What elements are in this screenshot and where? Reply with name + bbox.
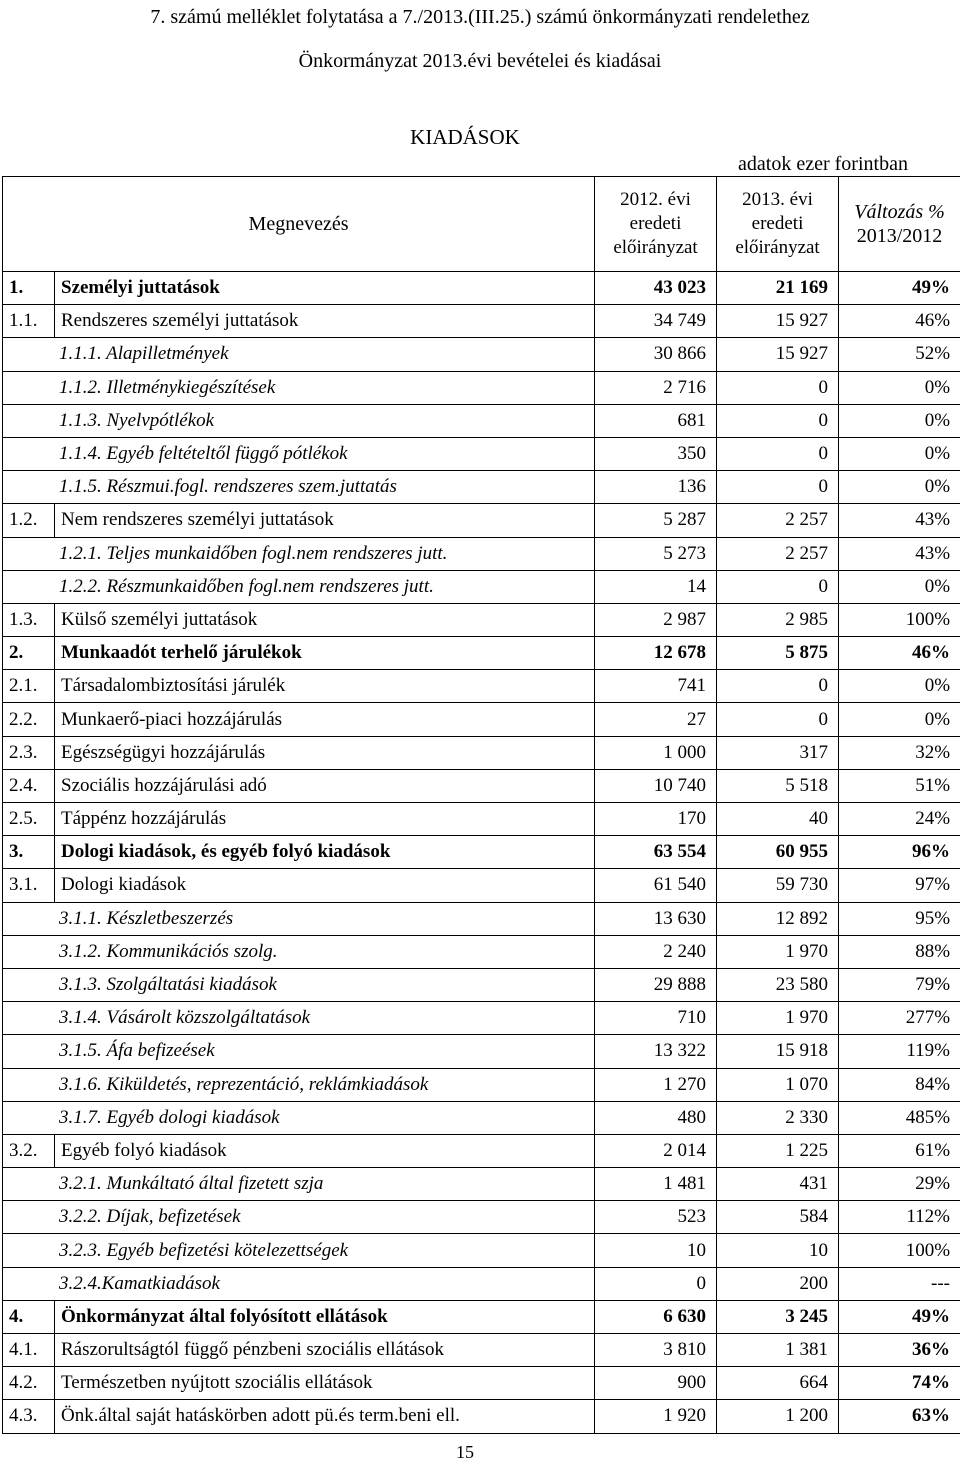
row-name: Önk.által saját hatáskörben adott pü.és term.beni ell. [55,1400,595,1433]
table-row [3,603,960,636]
row-name: 1.2.2. Részmunkaidőben fogl.nem rendszeres jutt. [3,570,595,603]
row-value-2012: 34 749 [595,305,717,338]
row-value-2013: 1 225 [717,1134,839,1167]
row-code: 1.1. [3,305,55,338]
row-change: 119% [839,1035,960,1068]
row-change: 36% [839,1334,960,1367]
row-name: Társadalombiztosítási járulék [55,670,595,703]
row-change: 95% [839,902,960,935]
row-value-2013: 59 730 [717,869,839,902]
header-2012-line1: 2012. évi [595,188,716,212]
row-change: 43% [839,537,960,570]
row-value-2013: 1 070 [717,1068,839,1101]
row-change: 49% [839,1300,960,1333]
header-2013-line3: előirányzat [717,236,838,260]
header-change-line2: 2013/2012 [839,224,960,248]
row-code: 4.1. [3,1334,55,1367]
row-name: 3.1.3. Szolgáltatási kiadások [3,968,595,1001]
row-code: 1.3. [3,603,55,636]
row-name: 1.1.5. Részmui.fogl. rendszeres szem.juttatás [3,471,595,504]
table-row [3,1002,960,1035]
row-name: Rászorultságtól függő pénzbeni szociális ellátások [55,1334,595,1367]
page-number: 15 [0,1440,930,1464]
row-value-2012: 3 810 [595,1334,717,1367]
row-value-2013: 2 985 [717,603,839,636]
header-2013-line1: 2013. évi [717,188,838,212]
row-name: 3.1.6. Kiküldetés, reprezentáció, reklámkiadások [3,1068,595,1101]
table-row [3,471,960,504]
row-change: 74% [839,1367,960,1400]
row-value-2012: 1 481 [595,1168,717,1201]
row-value-2013: 1 381 [717,1334,839,1367]
table-row [3,1101,960,1134]
row-value-2012: 900 [595,1367,717,1400]
row-value-2013: 40 [717,803,839,836]
row-change: 96% [839,836,960,869]
row-value-2012: 13 630 [595,902,717,935]
row-name: 3.1.2. Kommunikációs szolg. [3,935,595,968]
row-name: Rendszeres személyi juttatások [55,305,595,338]
row-name: 1.2.1. Teljes munkaidőben fogl.nem rendszeres jutt. [3,537,595,570]
unit-note: adatok ezer forintban [686,148,960,180]
row-value-2012: 5 287 [595,504,717,537]
row-name: Önkormányzat által folyósított ellátások [55,1300,595,1333]
row-value-2013: 12 892 [717,902,839,935]
table-row [3,1134,960,1167]
row-value-2012: 13 322 [595,1035,717,1068]
row-value-2012: 10 [595,1234,717,1267]
header-2012 [595,177,717,272]
row-name: Külső személyi juttatások [55,603,595,636]
table-row [3,1334,960,1367]
header-name: Megnevezés [3,177,595,272]
table-row [3,670,960,703]
row-value-2013: 0 [717,404,839,437]
table-row [3,570,960,603]
table-row [3,935,960,968]
document-title: 7. számú melléklet folytatása a 7./2013.(III.25.) számú önkormányzati rendelethez [0,0,960,34]
row-value-2013: 3 245 [717,1300,839,1333]
table-row [3,736,960,769]
row-value-2012: 170 [595,803,717,836]
row-value-2012: 710 [595,1002,717,1035]
header-2012-line2: eredeti [595,212,716,236]
row-code: 2.2. [3,703,55,736]
row-value-2013: 200 [717,1267,839,1300]
row-value-2012: 1 000 [595,736,717,769]
table-row [3,404,960,437]
header-2013-line2: eredeti [717,212,838,236]
row-name: Dologi kiadások [55,869,595,902]
row-change: 0% [839,404,960,437]
row-change: 100% [839,1234,960,1267]
header-2012-line3: előirányzat [595,236,716,260]
table-row [3,437,960,470]
row-value-2012: 1 920 [595,1400,717,1433]
table-row [3,504,960,537]
row-name: 1.1.1. Alapilletmények [3,338,595,371]
row-name: 3.2.4.Kamatkiadások [3,1267,595,1300]
row-change: 79% [839,968,960,1001]
row-value-2013: 584 [717,1201,839,1234]
row-name: Munkaadót terhelő járulékok [55,637,595,670]
row-code: 2.3. [3,736,55,769]
row-change: 24% [839,803,960,836]
row-name: 1.1.4. Egyéb feltételtől függő pótlékok [3,437,595,470]
row-value-2013: 0 [717,570,839,603]
row-change: 0% [839,670,960,703]
document-subtitle: Önkormányzat 2013.évi bevételei és kiadásai [0,44,960,78]
row-name: 3.2.3. Egyéb befizetési kötelezettségek [3,1234,595,1267]
row-name: Dologi kiadások, és egyéb folyó kiadások [55,836,595,869]
row-value-2013: 2 330 [717,1101,839,1134]
table-row [3,1400,960,1433]
expenditure-table [2,176,960,1434]
row-value-2013: 5 875 [717,637,839,670]
row-value-2013: 1 970 [717,935,839,968]
row-name: 3.1.1. Készletbeszerzés [3,902,595,935]
table-row [3,371,960,404]
table-row [3,869,960,902]
table-row [3,1068,960,1101]
row-name: Nem rendszeres személyi juttatások [55,504,595,537]
row-value-2013: 23 580 [717,968,839,1001]
row-value-2012: 30 866 [595,338,717,371]
row-value-2012: 523 [595,1201,717,1234]
row-name: Táppénz hozzájárulás [55,803,595,836]
table-row [3,902,960,935]
row-code: 4.2. [3,1367,55,1400]
row-change: 63% [839,1400,960,1433]
row-change: 52% [839,338,960,371]
row-name: 1.1.3. Nyelvpótlékok [3,404,595,437]
table-row [3,968,960,1001]
row-value-2012: 27 [595,703,717,736]
row-value-2013: 2 257 [717,504,839,537]
table-header-row [3,177,960,272]
row-name: Egészségügyi hozzájárulás [55,736,595,769]
row-value-2012: 0 [595,1267,717,1300]
row-name: 3.2.2. Díjak, befizetések [3,1201,595,1234]
row-code: 1. [3,272,55,305]
row-change: 88% [839,935,960,968]
row-value-2012: 2 987 [595,603,717,636]
header-change [839,177,960,272]
row-value-2012: 741 [595,670,717,703]
row-value-2012: 63 554 [595,836,717,869]
row-change: 51% [839,769,960,802]
row-change: 0% [839,437,960,470]
table-row [3,272,960,305]
row-value-2012: 350 [595,437,717,470]
row-value-2013: 21 169 [717,272,839,305]
row-value-2012: 14 [595,570,717,603]
row-value-2013: 60 955 [717,836,839,869]
row-value-2012: 10 740 [595,769,717,802]
row-value-2013: 431 [717,1168,839,1201]
row-value-2012: 2 240 [595,935,717,968]
row-value-2013: 664 [717,1367,839,1400]
row-code: 2.5. [3,803,55,836]
row-change: 0% [839,371,960,404]
row-value-2012: 1 270 [595,1068,717,1101]
row-name: 1.1.2. Illetménykiegészítések [3,371,595,404]
header-2013 [717,177,839,272]
row-change: 46% [839,637,960,670]
row-name: Természetben nyújtott szociális ellátások [55,1367,595,1400]
row-value-2012: 480 [595,1101,717,1134]
table-row [3,1234,960,1267]
table-row [3,637,960,670]
row-name: Munkaerő-piaci hozzájárulás [55,703,595,736]
row-value-2013: 0 [717,471,839,504]
row-value-2012: 12 678 [595,637,717,670]
row-value-2013: 0 [717,703,839,736]
row-value-2012: 136 [595,471,717,504]
row-value-2012: 2 014 [595,1134,717,1167]
table-row [3,1367,960,1400]
row-code: 4.3. [3,1400,55,1433]
row-change: 100% [839,603,960,636]
table-row [3,703,960,736]
table-row [3,305,960,338]
row-value-2013: 15 927 [717,305,839,338]
row-change: 32% [839,736,960,769]
row-change: 277% [839,1002,960,1035]
row-change: 0% [839,570,960,603]
row-change: --- [839,1267,960,1300]
row-change: 97% [839,869,960,902]
row-value-2013: 1 200 [717,1400,839,1433]
table-row [3,1201,960,1234]
table-row [3,1035,960,1068]
row-value-2013: 10 [717,1234,839,1267]
table-row [3,1267,960,1300]
row-code: 1.2. [3,504,55,537]
row-code: 2.4. [3,769,55,802]
row-change: 46% [839,305,960,338]
row-value-2013: 2 257 [717,537,839,570]
row-name: 3.2.1. Munkáltató által fizetett szja [3,1168,595,1201]
row-change: 29% [839,1168,960,1201]
row-value-2013: 5 518 [717,769,839,802]
row-value-2012: 6 630 [595,1300,717,1333]
section-heading: KIADÁSOK [0,120,930,154]
row-code: 3.2. [3,1134,55,1167]
row-value-2013: 0 [717,437,839,470]
row-code: 4. [3,1300,55,1333]
row-change: 112% [839,1201,960,1234]
row-value-2012: 681 [595,404,717,437]
row-change: 84% [839,1068,960,1101]
row-code: 3.1. [3,869,55,902]
row-change: 43% [839,504,960,537]
row-code: 3. [3,836,55,869]
row-name: 3.1.5. Áfa befizeések [3,1035,595,1068]
row-code: 2.1. [3,670,55,703]
row-change: 0% [839,703,960,736]
row-name: 3.1.7. Egyéb dologi kiadások [3,1101,595,1134]
row-name: 3.1.4. Vásárolt közszolgáltatások [3,1002,595,1035]
row-change: 49% [839,272,960,305]
row-value-2012: 43 023 [595,272,717,305]
row-value-2012: 29 888 [595,968,717,1001]
table-row [3,1300,960,1333]
row-change: 61% [839,1134,960,1167]
table-row [3,537,960,570]
row-value-2012: 61 540 [595,869,717,902]
header-change-line1: Változás % [839,200,960,224]
row-name: Szociális hozzájárulási adó [55,769,595,802]
row-value-2013: 15 918 [717,1035,839,1068]
row-value-2013: 0 [717,670,839,703]
row-value-2013: 317 [717,736,839,769]
table-row [3,836,960,869]
table-row [3,338,960,371]
row-name: Egyéb folyó kiadások [55,1134,595,1167]
row-code: 2. [3,637,55,670]
row-change: 0% [839,471,960,504]
row-change: 485% [839,1101,960,1134]
row-value-2012: 5 273 [595,537,717,570]
row-value-2013: 1 970 [717,1002,839,1035]
row-value-2013: 0 [717,371,839,404]
table-row [3,1168,960,1201]
row-value-2012: 2 716 [595,371,717,404]
table-row [3,803,960,836]
row-value-2013: 15 927 [717,338,839,371]
table-row [3,769,960,802]
row-name: Személyi juttatások [55,272,595,305]
